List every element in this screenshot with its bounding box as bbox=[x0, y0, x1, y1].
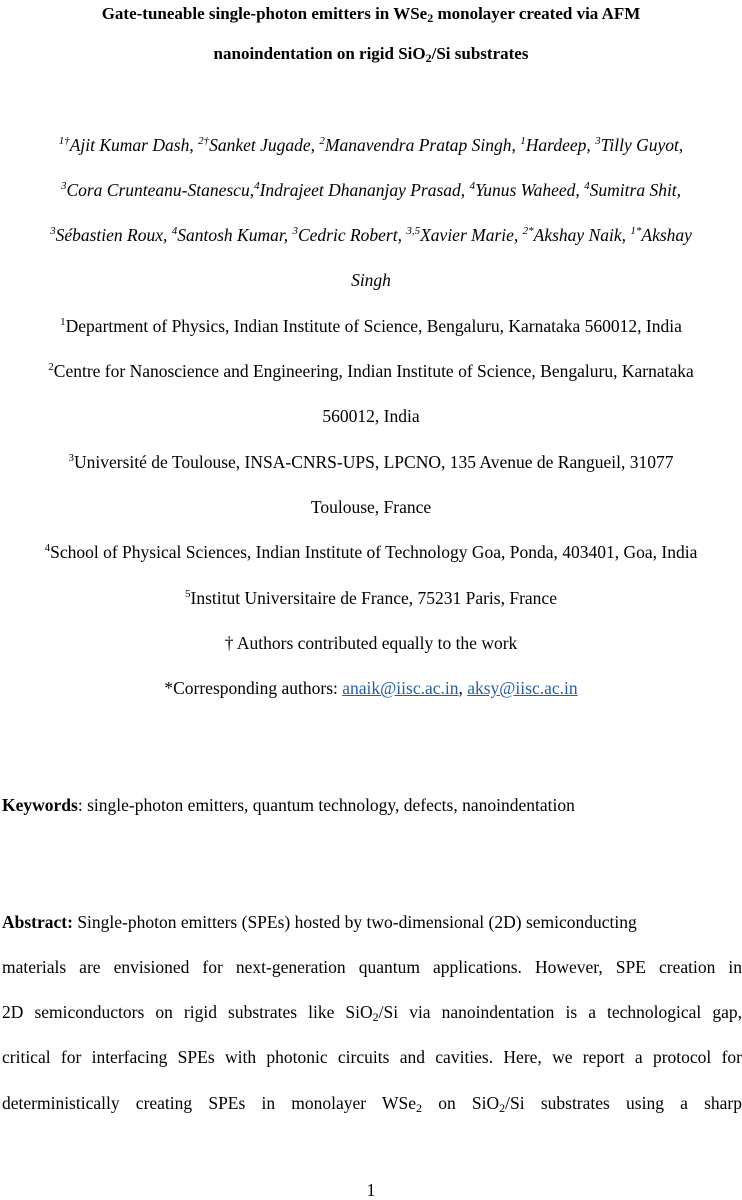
author-name: Santosh Kumar, bbox=[177, 225, 293, 245]
affiliation-4: $^4$School of Physical Sciences, Indian Institute of Technology Goa, Ponda, 403401, Goa, India bbox=[44, 542, 698, 562]
corresponding-authors: *Corresponding authors: anaik@iisc.ac.in, aksy@iisc.ac.in bbox=[164, 678, 578, 698]
author-name: Sumitra Shit, bbox=[589, 180, 682, 200]
author-name: Yunus Waheed, bbox=[475, 180, 585, 200]
abstract-line-3: 2D semiconductors on rigid substrates like SiO$_2$/Si via nanoindentation is a technological gap, bbox=[2, 1002, 742, 1024]
author-name: Akshay bbox=[641, 225, 692, 245]
abstract-line-1: Abstract: Single-photon emitters (SPEs) hosted by two-dimensional (2D) semiconducting bbox=[2, 912, 637, 932]
author-line-4: Singh bbox=[351, 270, 391, 290]
author-name: Hardeep, bbox=[525, 135, 596, 155]
author-name: Sébastien Roux, bbox=[55, 225, 172, 245]
affiliation-3-cont: Toulouse, France bbox=[310, 497, 432, 517]
author-name: Cora Crunteanu-Stanescu, bbox=[66, 180, 255, 200]
page-number: 1 bbox=[366, 1180, 376, 1200]
abstract-label: Abstract: bbox=[2, 912, 73, 932]
affiliation-5: $^5$Institut Universitaire de France, 75231 Paris, France bbox=[185, 588, 557, 608]
paper-title-line-1: Gate-tuneable single-photon emitters in WSe$_2$ monolayer created via AFM bbox=[101, 4, 641, 25]
email-link-aksy[interactable]: aksy@iisc.ac.in bbox=[467, 678, 578, 698]
author-name: Indrajeet Dhananjay Prasad, bbox=[259, 180, 470, 200]
email-link-anaik[interactable]: anaik@iisc.ac.in bbox=[342, 678, 459, 698]
affiliation-1: $^1$Department of Physics, Indian Institute of Science, Bengaluru, Karnataka 560012, India bbox=[60, 316, 682, 336]
author-name: Tilly Guyot, bbox=[600, 135, 684, 155]
keywords: Keywords: single-photon emitters, quantum technology, defects, nanoindentation bbox=[2, 795, 575, 815]
author-name: Ajit Kumar Dash, bbox=[69, 135, 199, 155]
author-name: Cedric Robert, bbox=[297, 225, 407, 245]
author-name: Xavier Marie, bbox=[420, 225, 523, 245]
abstract-line-2: materials are envisioned for next-generation quantum applications. However, SPE creation in bbox=[2, 957, 742, 977]
abstract-line-4: critical for interfacing SPEs with photonic circuits and cavities. Here, we report a protocol for bbox=[2, 1047, 742, 1067]
keywords-label: Keywords bbox=[2, 795, 78, 815]
author-line-2: $^3$Cora Crunteanu-Stanescu,$^4$Indrajeet Dhananjay Prasad, $^4$Yunus Waheed, $^4$Sumitra Shit, bbox=[60, 180, 682, 200]
author-name: Akshay Naik, bbox=[533, 225, 631, 245]
author-line-1: $^{1\dagger}$Ajit Kumar Dash, $^{2\dagger}$Sanket Jugade, $^2$Manavendra Pratap Singh, $^1$Hardeep, $^3$Tilly Guyot, bbox=[58, 135, 684, 155]
equal-contribution-note: † Authors contributed equally to the work bbox=[224, 633, 518, 653]
paper-title-line-2: nanoindentation on rigid SiO$_2$/Si substrates bbox=[213, 44, 529, 65]
author-line-3: $^3$Sébastien Roux, $^4$Santosh Kumar, $^3$Cedric Robert, $^{3,5}$Xavier Marie, $^{2*}$Akshay Naik, $^{1*}$Akshay bbox=[50, 225, 692, 245]
author-name: Sanket Jugade, bbox=[209, 135, 320, 155]
affiliation-2-cont: 560012, India bbox=[322, 406, 420, 426]
author-name: Manavendra Pratap Singh, bbox=[324, 135, 521, 155]
abstract-line-5: deterministically creating SPEs in monolayer WSe$_2$ on SiO$_2$/Si substrates using a sharp bbox=[2, 1093, 742, 1115]
affiliation-3: $^3$Université de Toulouse, INSA-CNRS-UPS, LPCNO, 135 Avenue de Rangueil, 31077 bbox=[68, 452, 674, 472]
affiliation-2: $^2$Centre for Nanoscience and Engineering, Indian Institute of Science, Bengaluru, Karnataka bbox=[48, 361, 694, 381]
